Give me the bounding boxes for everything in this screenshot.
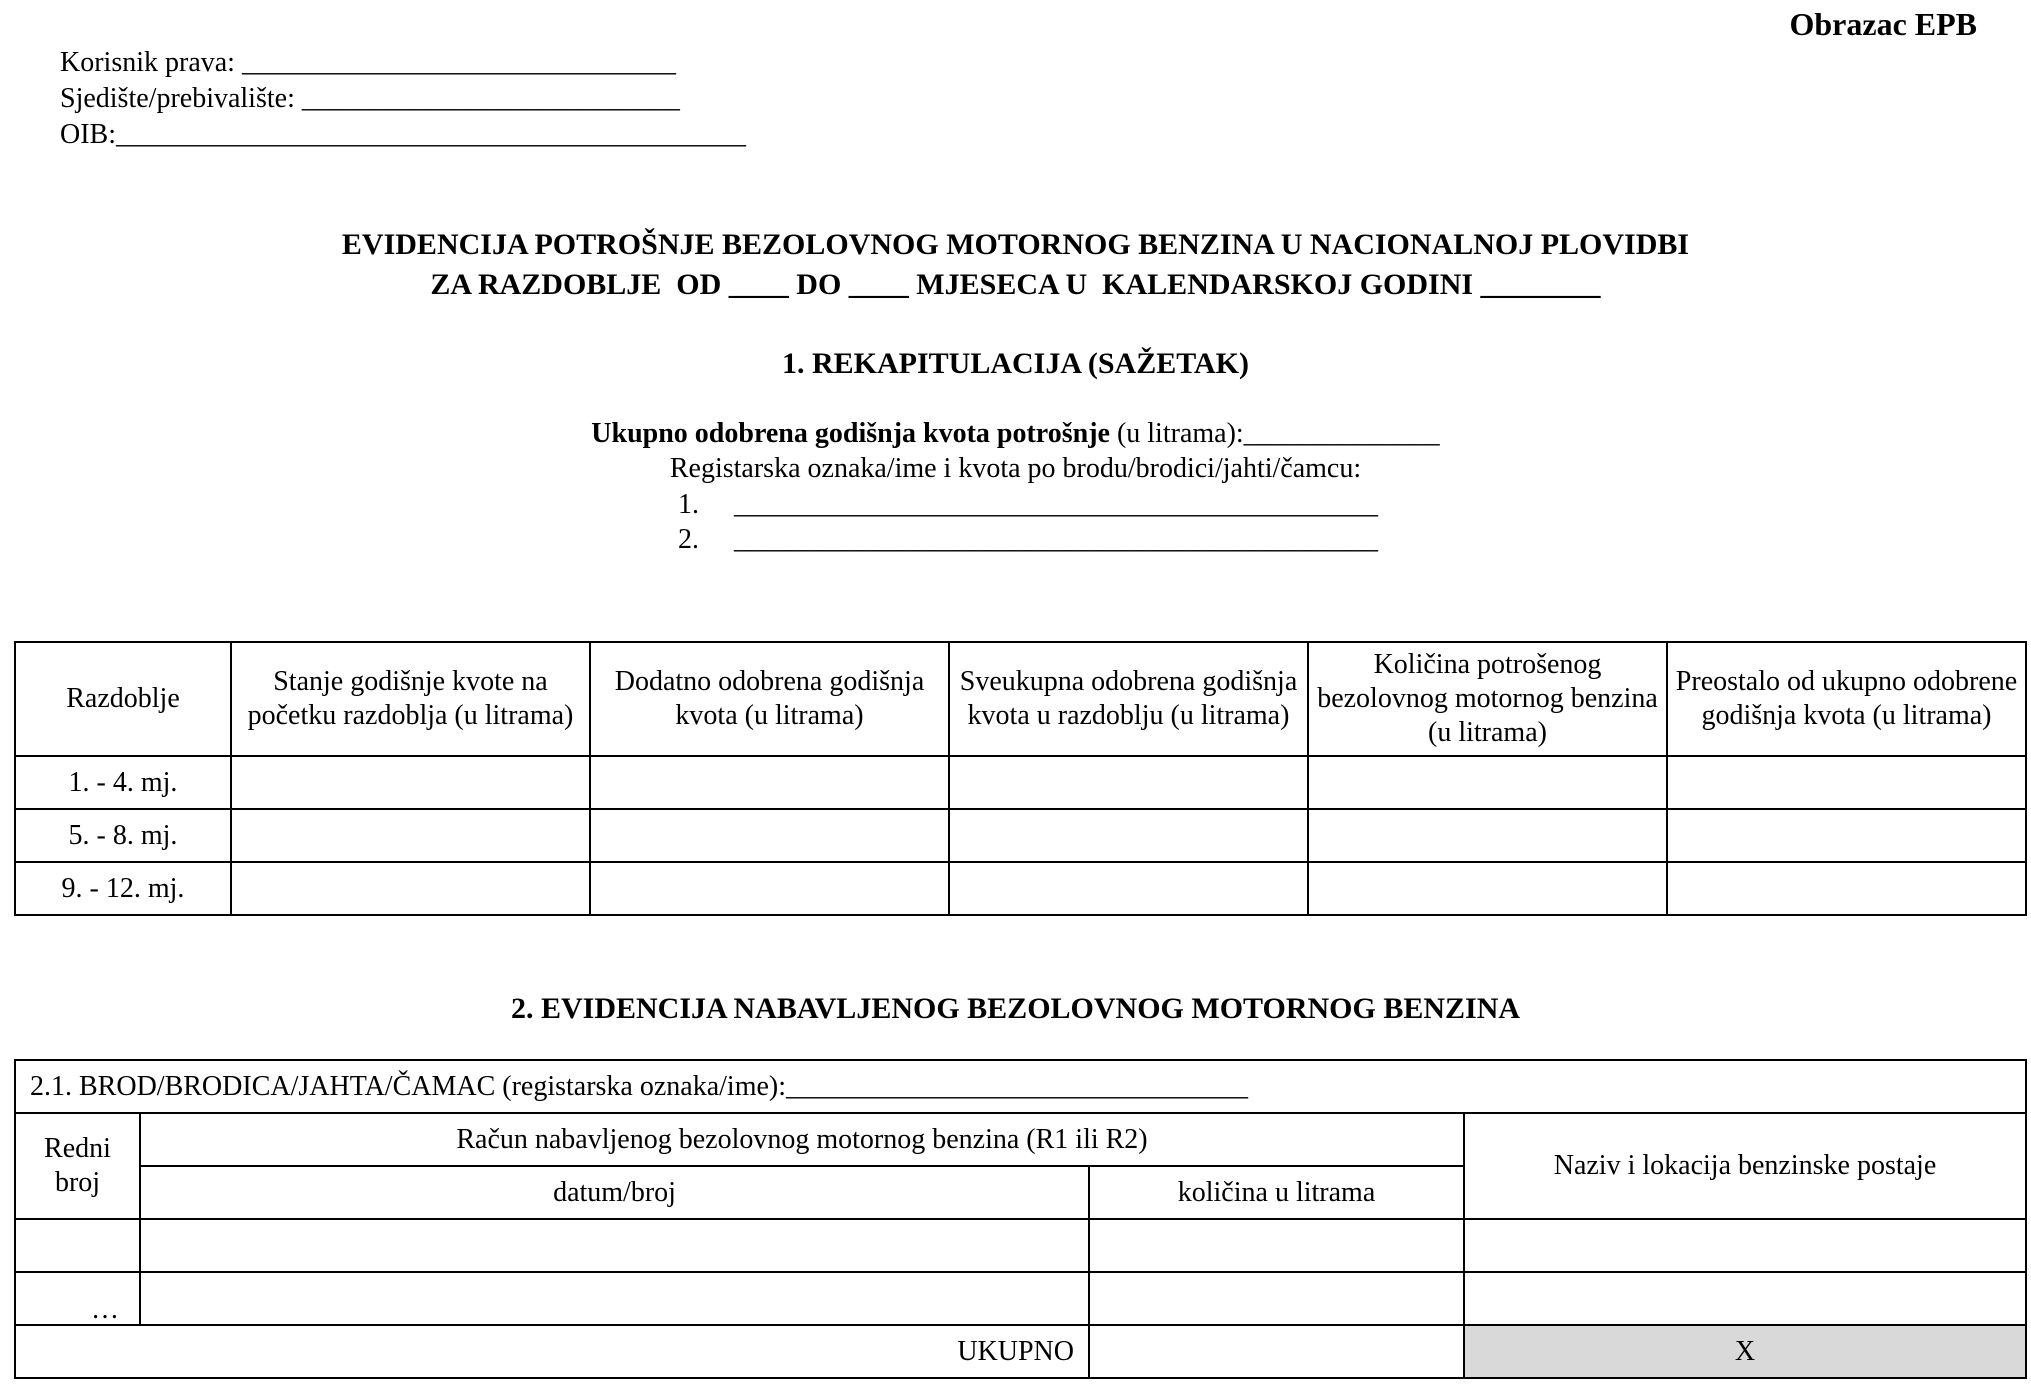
section1-heading: 1. REKAPITULACIJA (SAŽETAK) xyxy=(781,347,1249,380)
empty-cell xyxy=(590,756,949,809)
registry-line-1: 1. ______________________________________________ xyxy=(678,489,1378,520)
section2-heading: 2. EVIDENCIJA NABAVLJENOG BEZOLOVNOG MOTORNOG BENZINA xyxy=(510,992,1521,1025)
form-code: Obrazac EPB xyxy=(1789,6,1977,42)
header-period: Razdoblje xyxy=(15,642,231,756)
registry-line-2: 2. ______________________________________________ xyxy=(678,524,1378,555)
ellipsis-cell xyxy=(15,1272,140,1325)
header-invoice: Račun nabavljenog bezolovnog motornog benzina (R1 ili R2) xyxy=(140,1113,1464,1166)
vessel-row: 2.1. BROD/BRODICA/JAHTA/ČAMAC (registarska oznaka/ime):_________________________________ xyxy=(15,1060,2026,1113)
empty-cell xyxy=(949,756,1308,809)
empty-cell xyxy=(590,862,949,915)
period-cell: 5. - 8. mj. xyxy=(15,809,231,862)
total-label: UKUPNO xyxy=(15,1325,1089,1378)
empty-cell xyxy=(1667,756,2026,809)
residence-field: Sjedište/prebivalište: ___________________________ xyxy=(60,83,680,114)
empty-cell xyxy=(1089,1219,1464,1272)
oib-field: OIB:_____________________________________________ xyxy=(60,119,746,150)
header-consumed: Količina potrošenog bezolovnog motornog benzina (u litrama) xyxy=(1308,642,1667,756)
table-row xyxy=(15,862,2026,915)
recap-table xyxy=(14,641,2027,916)
empty-cell xyxy=(1089,1272,1464,1325)
header-redni-broj: Redni broj xyxy=(15,1113,140,1219)
empty-cell xyxy=(949,809,1308,862)
table-row xyxy=(15,756,2026,809)
empty-cell xyxy=(231,809,590,862)
table-row xyxy=(15,1219,2026,1272)
total-station-cell: X xyxy=(1464,1325,2026,1378)
header-station: Naziv i lokacija benzinske postaje xyxy=(1464,1113,2026,1219)
header-initial-quota: Stanje godišnje kvote na početku razdoblja (u litrama) xyxy=(231,642,590,756)
empty-cell xyxy=(949,862,1308,915)
empty-cell xyxy=(15,1219,140,1272)
empty-cell xyxy=(231,862,590,915)
header-quantity: količina u litrama xyxy=(1089,1166,1464,1219)
empty-cell xyxy=(1464,1219,2026,1272)
user-field: Korisnik prava: _______________________________ xyxy=(60,47,676,78)
header-date-number: datum/broj xyxy=(140,1166,1089,1219)
quota-label-rest: (u litrama):______________ xyxy=(1109,418,1440,449)
document-title-line2: ZA RAZDOBLJE OD ____ DO ____ MJESECA U KALENDARSKOJ GODINI ________ xyxy=(430,268,1601,301)
empty-cell xyxy=(1308,756,1667,809)
empty-cell xyxy=(1464,1272,2026,1325)
empty-cell xyxy=(1308,809,1667,862)
total-quantity-cell xyxy=(1089,1325,1464,1378)
empty-cell xyxy=(590,809,949,862)
header-total-quota: Sveukupna odobrena godišnja kvota u razdoblju (u litrama) xyxy=(949,642,1308,756)
period-cell: 1. - 4. mj. xyxy=(15,756,231,809)
table-row xyxy=(15,809,2026,862)
table-row xyxy=(15,1272,2026,1325)
document-title-line1: EVIDENCIJA POTROŠNJE BEZOLOVNOG MOTORNOG BENZINA U NACIONALNOJ PLOVIDBI xyxy=(341,228,1690,261)
ellipsis: … xyxy=(91,1293,119,1325)
period-cell: 9. - 12. mj. xyxy=(15,862,231,915)
quota-line xyxy=(0,418,2031,450)
empty-cell xyxy=(140,1219,1089,1272)
purchase-table xyxy=(14,1059,2027,1379)
empty-cell xyxy=(140,1272,1089,1325)
total-row xyxy=(15,1325,2026,1378)
empty-cell xyxy=(1667,809,2026,862)
quota-label-bold: Ukupno odobrena godišnja kvota potrošnje xyxy=(591,418,1110,449)
empty-cell xyxy=(1308,862,1667,915)
header-additional-quota: Dodatno odobrena godišnja kvota (u litrama) xyxy=(590,642,949,756)
header-remaining: Preostalo od ukupno odobrene godišnja kvota (u litrama) xyxy=(1667,642,2026,756)
empty-cell xyxy=(1667,862,2026,915)
registry-label: Registarska oznaka/ime i kvota po brodu/brodici/jahti/čamcu: xyxy=(669,453,1362,484)
empty-cell xyxy=(231,756,590,809)
